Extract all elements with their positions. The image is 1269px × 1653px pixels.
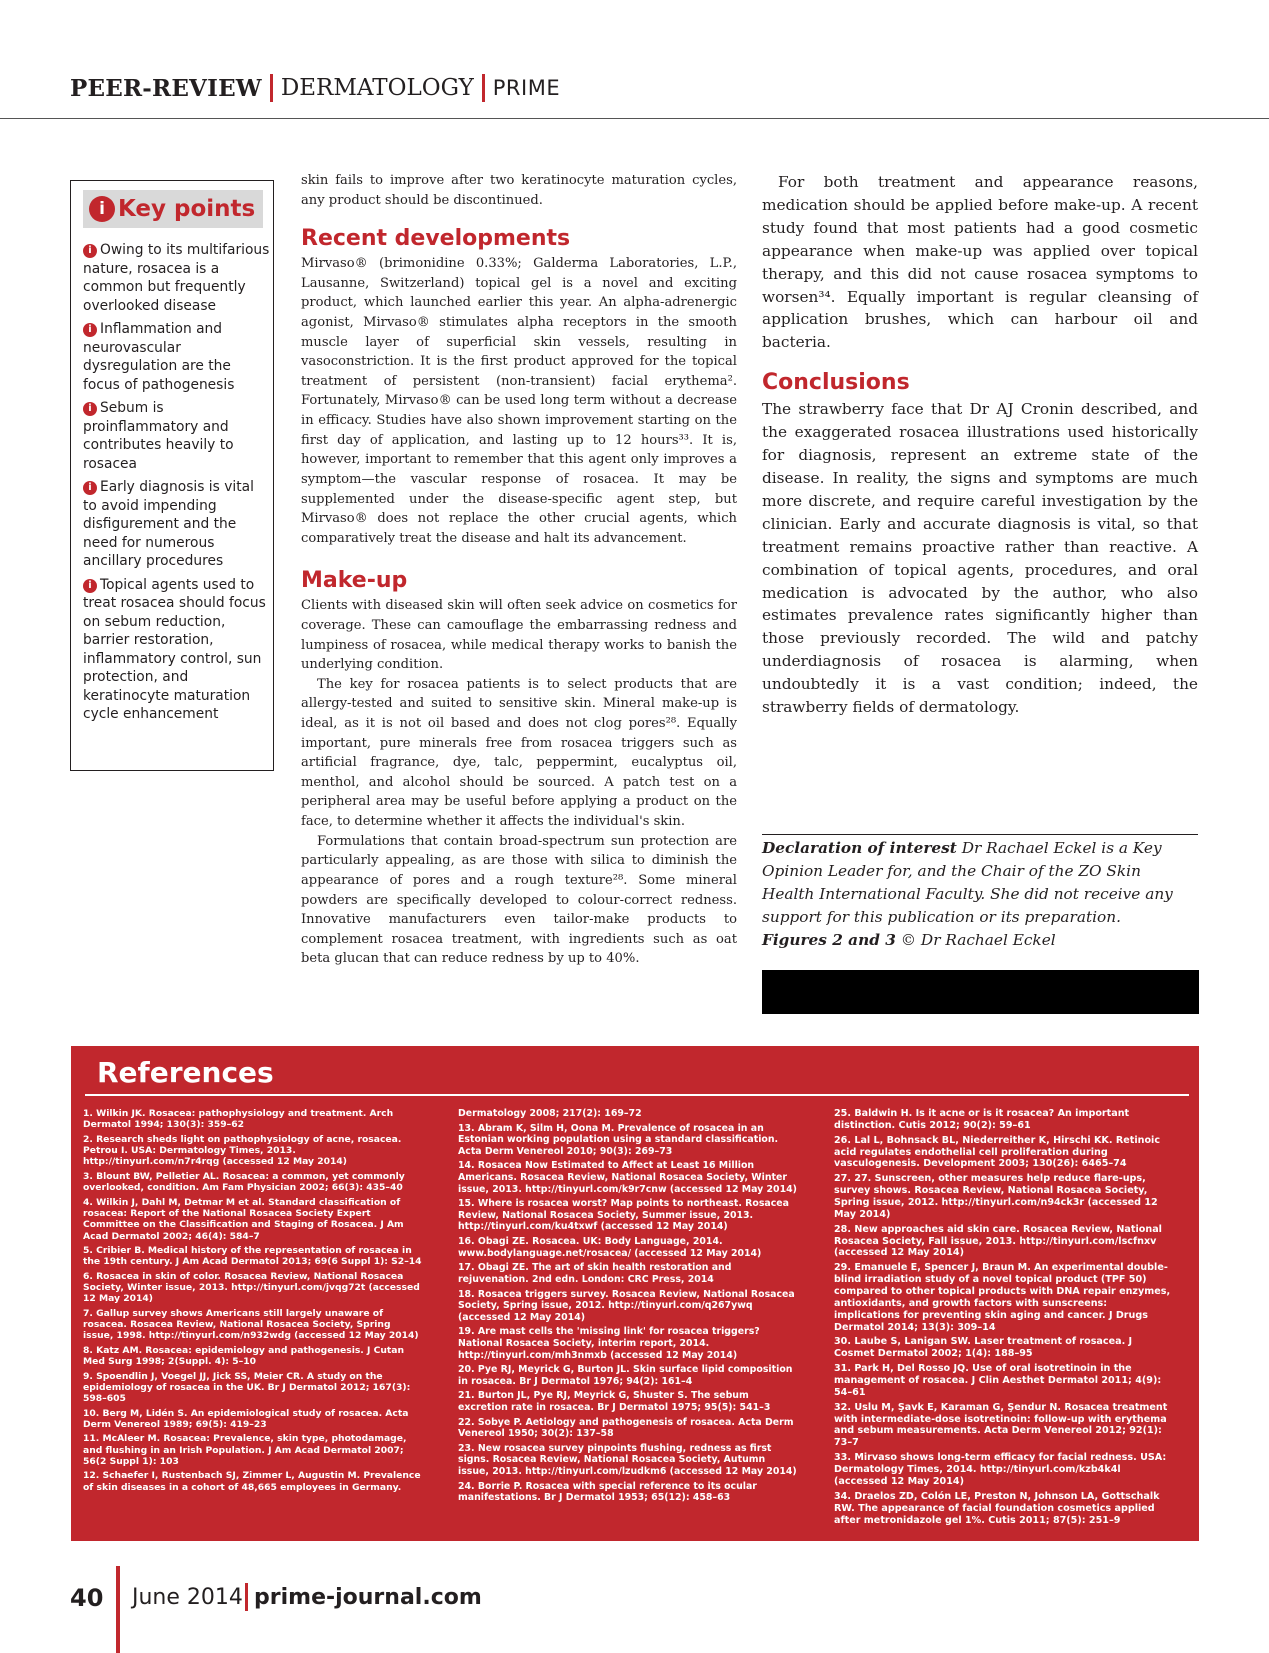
key-points-title-text: Key points <box>118 196 256 222</box>
reference-item: 18. Rosacea triggers survey. Rosacea Review, National Rosacea Society, Spring issue, 2012. http://tinyurl.com/q267ywq (accessed 12 May 2014) <box>458 1288 795 1323</box>
header-divider <box>270 74 273 102</box>
reference-item: 9. Spoendlin J, Voegel JJ, Jick SS, Meier CR. A study on the epidemiology of rosacea in the UK. Br J Dermatol 2012; 167(3): 598–605 <box>83 1370 411 1405</box>
footer-divider <box>245 1583 248 1611</box>
reference-item: 16. Obagi ZE. Rosacea. UK: Body Language, 2014. www.bodylanguage.net/rosacea/ (accessed 12 May 2014) <box>458 1236 762 1259</box>
body-paragraph: The key for rosacea patients is to select products that are allergy-tested and suited to sensitive skin. Mineral make-up is ideal, as it is not oil based and does not clog pores²⁸. Equally important, pure minerals free from rosacea triggers such as artificial fragrance, dye, talc, peppermint, eucalyptus oil, menthol, and alcohol should be sourced. A patch test on a peripheral area may be useful before applying a product on the face, to determine whether it affects the individual's skin. <box>301 676 737 830</box>
reference-item: 5. Cribier B. Medical history of the representation of rosacea in the 19th century. J Am Acad Dermatol 2013; 69(6 Suppl 1): S2–14 <box>83 1244 422 1268</box>
key-points-box <box>70 180 274 771</box>
reference-item: 15. Where is rosacea worst? Map points to northeast. Rosacea Review, National Rosacea Society, Summer issue, 2013. http://tinyurl.com/ku4txwf (accessed 12 May 2014) <box>458 1198 789 1233</box>
key-point: i Early diagnosis is vital to avoid impending disfigurement and the need for numerous ancillary procedures <box>83 479 254 569</box>
reference-item: 29. Emanuele E, Spencer J, Braun M. An experimental double-blind irradiation study of a novel topical product (TPF 50) compared to other topical products with DNA repair enzymes, antioxidants, and growth factors with sunscreens: implications for preventing skin aging and cancer. J Drugs Dermatol 2014; 13(3): 309–14 <box>834 1262 1171 1333</box>
declaration-label: Declaration of interest <box>762 839 957 857</box>
figures-credit-label: Figures 2 and 3 <box>762 930 896 949</box>
reference-item: 24. Borrie P. Rosacea with special reference to its ocular manifestations. Br J Dermatol 1953; 65(12): 458–63 <box>458 1480 757 1504</box>
info-icon: i <box>83 244 97 258</box>
references-panel <box>71 1046 1199 1541</box>
reference-item: 34. Draelos ZD, Colón LE, Preston N, Johnson LA, Gottschalk RW. The appearance of facial foundation cosmetics applied after metronidazole gel 1%. Cutis 2011; 87(5): 251–9 <box>834 1490 1160 1526</box>
reference-item: 14. Rosacea Now Estimated to Affect at Least 16 Million Americans. Rosacea Review, National Rosacea Society, Winter issue, 2013. http://tinyurl.com/k9r7cnw (accessed 12 May 2014) <box>458 1160 797 1195</box>
reference-item: 28. New approaches aid skin care. Rosacea Review, National Rosacea Society, Fall issue, 2013. http://tinyurl.com/lscfnxv (accessed 12 May 2014) <box>834 1223 1162 1259</box>
references-column-3 <box>834 1108 1174 1529</box>
page-number: 40 <box>70 1584 104 1612</box>
header-rule <box>0 118 1269 119</box>
reference-item: 23. New rosacea survey pinpoints flushing, redness as first signs. Rosacea Review, National Rosacea Society, Autumn issue, 2013. http://tinyurl.com/lzudkm6 (accessed 12 May 2014) <box>458 1442 797 1478</box>
key-point: i Owing to its multifarious nature, rosacea is a common but frequently overlooked disease <box>83 242 270 314</box>
body-column-1 <box>301 171 737 969</box>
declaration-text: Dr Rachael Eckel is a Key Opinion Leader for, and the Chair of the ZO Skin Health International Faculty. She did not receive any support for this publication or its preparation. <box>762 839 1173 926</box>
body-paragraph: Mirvaso® (brimonidine 0.33%; Galderma Laboratories, L.P., Lausanne, Switzerland) topical gel is a novel and exciting product, which launched earlier this year. An alpha-adrenergic agonist, Mirvaso® stimulates alpha receptors in the smooth muscle layer of superficial skin vessels, resulting in vasoconstriction. It is the first product approved for the topical treatment of persistent (non-transient) facial erythema². Fortunately, Mirvaso® can be used long term without a decrease in efficacy. Studies have also shown improvement starting on the first day of application, and lasting up to 12 hours³³. It is, however, important to remember that this agent only improves a symptom—the vascular response of rosacea. It may be supplemented under the disease-specific agent step, but Mirvaso® does not replace the other crucial agents, which comparatively treat the disease and halt its advancement. <box>301 256 737 546</box>
info-icon: i <box>83 402 97 416</box>
references-title: References <box>97 1056 274 1089</box>
reference-item: 26. Lal L, Bohnsack BL, Niederreither K, Hirschi KK. Retinoic acid regulates endothelial cell proliferation during vasculogenesis. Development 2003; 130(26): 6465–74 <box>834 1134 1161 1170</box>
footer-divider <box>116 1566 120 1653</box>
reference-item: 10. Berg M, Lidén S. An epidemiological study of rosacea. Acta Derm Venereol 1989; 69(5): 419–23 <box>83 1407 409 1430</box>
reference-item: 30. Laube S, Lanigan SW. Laser treatment of rosacea. J Cosmet Dermatol 2002; 1(4): 188–95 <box>834 1336 1133 1360</box>
reference-item: 33. Mirvaso shows long-term efficacy for facial redness. USA: Dermatology Times, 2014. http://tinyurl.com/kzb4k4l (accessed 12 May 2014) <box>834 1452 1167 1487</box>
header-divider <box>482 74 485 102</box>
reference-item: 6. Rosacea in skin of color. Rosacea Review, National Rosacea Society, Winter issue, 2013. http://tinyurl.com/jvqg72t (accessed 12 May 2014) <box>83 1270 420 1305</box>
body-paragraph: For both treatment and appearance reasons, medication should be applied before make-up. A recent study found that most patients had a good cosmetic appearance when make-up was applied over topical therapy, and this did not cause rosacea symptoms to worsen³⁴. Equally important is regular cleansing of application brushes, which can harbour oil and bacteria. <box>762 173 1198 352</box>
journal-name: PRIME <box>492 76 561 100</box>
key-points-list <box>83 241 271 729</box>
body-column-2 <box>762 171 1198 719</box>
reference-item: 1. Wilkin JK. Rosacea: pathophysiology and treatment. Arch Dermatol 1994; 130(3): 359–62 <box>83 1108 394 1131</box>
references-column-1 <box>83 1108 423 1496</box>
reference-item: 17. Obagi ZE. The art of skin health restoration and rejuvenation. 2nd edn. London: CRC Press, 2014 <box>458 1262 732 1285</box>
declaration-of-interest <box>762 837 1198 952</box>
section-heading-conclusions: Conclusions <box>762 370 910 396</box>
key-points-title <box>83 190 263 228</box>
journal-website: prime-journal.com <box>254 1585 482 1610</box>
info-icon: i <box>83 481 97 495</box>
category-label: DERMATOLOGY <box>280 75 474 101</box>
section-heading-make-up: Make-up <box>301 568 408 594</box>
running-header <box>70 72 560 104</box>
body-paragraph: The strawberry face that Dr AJ Cronin described, and the exaggerated rosacea illustrations used historically for diagnosis, represent an extreme state of the disease. In reality, the signs and symptoms are much more discrete, and require careful investigation by the clinician. Early and accurate diagnosis is vital, so that treatment remains proactive rather than reactive. A combination of topical agents, procedures, and oral medication is advocated by the author, who also estimates prevalence rates significantly higher than those previously recorded. The wild and patchy underdiagnosis of rosacea is alarming, when undoubtedly it is a vast condition; indeed, the strawberry fields of dermatology. <box>762 400 1198 717</box>
reference-item: 11. McAleer M. Rosacea: Prevalence, skin type, photodamage, and flushing in an Irish Population. J Am Acad Dermatol 2007; 56(2 Suppl 1): 103 <box>83 1433 407 1468</box>
body-paragraph: Formulations that contain broad-spectrum sun protection are particularly appealing, as are those with silica to diminish the appearance of pores and a rough texture²⁸. Some mineral powders are specifically developed to colour-correct redness. Innovative manufacturers even tailor-make products to complement rosacea treatment, with ingredients such as oat beta glucan that can reduce redness by up to 40%. <box>301 833 737 967</box>
body-paragraph: skin fails to improve after two keratinocyte maturation cycles, any product should be discontinued. <box>301 173 737 208</box>
declaration-rule <box>762 834 1198 835</box>
reference-item: Dermatology 2008; 217(2): 169–72 <box>458 1108 642 1119</box>
reference-item: 3. Blount BW, Pelletier AL. Rosacea: a common, yet commonly overlooked, condition. Am Fam Physician 2002; 66(3): 435–40 <box>83 1170 405 1194</box>
key-point: i Topical agents used to treat rosacea should focus on sebum reduction, barrier restoration, inflammatory control, sun protection, and keratinocyte maturation cycle enhancement <box>83 576 266 722</box>
reference-item: 12. Schaefer I, Rustenbach SJ, Zimmer L, Augustin M. Prevalence of skin diseases in a cohort of 48,665 employees in Germany. <box>83 1470 421 1493</box>
reference-item: 20. Pye RJ, Meyrick G, Burton JL. Skin surface lipid composition in rosacea. Br J Dermatol 1976; 94(2): 161–4 <box>458 1364 793 1387</box>
references-rule <box>85 1094 1189 1096</box>
reference-item: 7. Gallup survey shows Americans still largely unaware of rosacea. Rosacea Review, National Rosacea Society, Spring issue, 1998. http://tinyurl.com/n932wdg (accessed 12 May 2014) <box>83 1307 419 1342</box>
info-icon: i <box>89 196 115 222</box>
body-paragraph: Clients with diseased skin will often seek advice on cosmetics for coverage. These can camouflage the embarrassing redness and lumpiness of rosacea, while medical therapy works to banish the underlying condition. <box>301 598 737 673</box>
reference-item: 32. Uslu M, Şavk E, Karaman G, Şendur N. Rosacea treatment with intermediate-dose isotretinoin: follow-up with erythema and sebum measurements. Acta Derm Venereol 2012; 92(1): 73–7 <box>834 1401 1168 1449</box>
issue-date: June 2014 <box>132 1585 243 1610</box>
info-icon: i <box>83 323 97 337</box>
key-point: i Sebum is proinflammatory and contributes heavily to rosacea <box>83 400 234 472</box>
reference-item: 31. Park H, Del Rosso JQ. Use of oral isotretinoin in the management of rosacea. J Clin Aesthet Dermatol 2011; 4(9): 54–61 <box>834 1363 1162 1398</box>
reference-item: 19. Are mast cells the 'missing link' for rosacea triggers? National Rosacea Society, interim report, 2014. http://tinyurl.com/mh3nmxb (accessed 12 May 2014) <box>458 1326 760 1361</box>
figures-credit-text: © Dr Rachael Eckel <box>900 930 1056 949</box>
references-column-2 <box>458 1108 798 1507</box>
reference-item: 27. 27. Sunscreen, other measures help reduce flare-ups, survey shows. Rosacea Review, National Rosacea Society, Spring issue, 2012. http://tinyurl.com/n94ck3r (accessed 12 May 2014) <box>834 1173 1158 1220</box>
reference-item: 2. Research sheds light on pathophysiology of acne, rosacea. Petrou I. USA: Dermatology Times, 2013. http://tinyurl.com/n7r4rqg (accessed 12 May 2014) <box>83 1133 402 1168</box>
reference-item: 4. Wilkin J, Dahl M, Detmar M et al. Standard classification of rosacea: Report of the National Rosacea Society Expert Committee on the Classification and Staging of Rosacea. J Am Acad Dermatol 2002; 46(4): 584–7 <box>83 1196 404 1242</box>
reference-item: 8. Katz AM. Rosacea: epidemiology and pathogenesis. J Cutan Med Surg 1998; 2(Suppl. 4): 5–10 <box>83 1344 405 1368</box>
reference-item: 21. Burton JL, Pye RJ, Meyrick G, Shuster S. The sebum excretion rate in rosacea. Br J Dermatol 1975; 95(5): 541–3 <box>458 1390 771 1414</box>
reference-item: 25. Baldwin H. Is it acne or is it rosacea? An important distinction. Cutis 2012; 90(2): 59–61 <box>834 1108 1130 1131</box>
section-label: PEER-REVIEW <box>70 74 262 102</box>
section-heading-recent-developments: Recent developments <box>301 226 571 252</box>
key-point: i Inflammation and neurovascular dysregulation are the focus of pathogenesis <box>83 321 235 393</box>
reference-item: 22. Sobye P. Aetiology and pathogenesis of rosacea. Acta Derm Venereol 1950; 30(2): 137–58 <box>458 1416 794 1440</box>
info-icon: i <box>83 579 97 593</box>
black-banner <box>762 970 1199 1014</box>
reference-item: 13. Abram K, Silm H, Oona M. Prevalence of rosacea in an Estonian working population using a standard classification. Acta Derm Venereol 2010; 90(3): 269–73 <box>458 1122 779 1157</box>
